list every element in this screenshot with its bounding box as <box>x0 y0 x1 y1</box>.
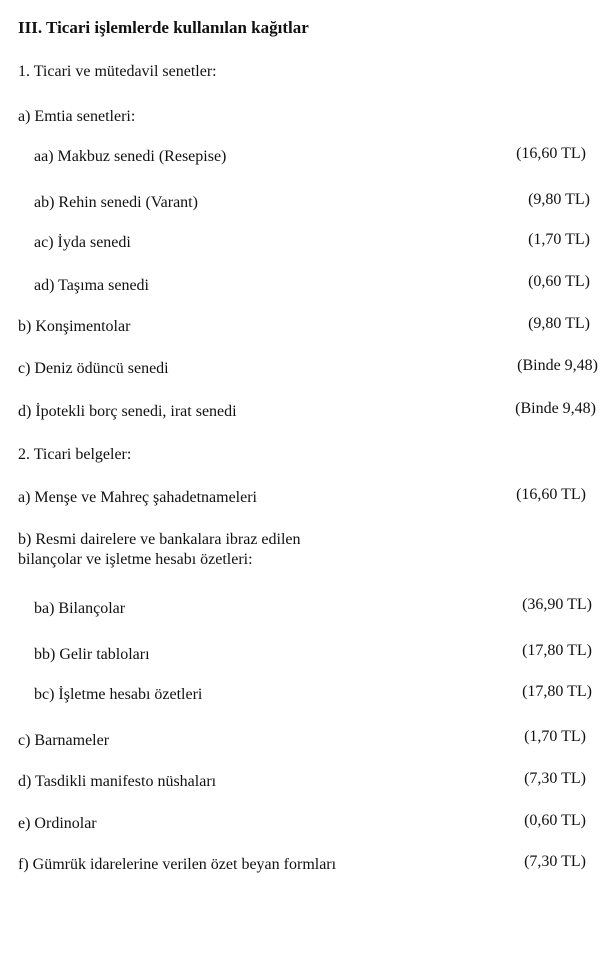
part2-heading: 2. Ticari belgeler: <box>18 446 132 463</box>
part2-e-amount: (0,60 TL) <box>524 812 586 829</box>
part1-a-heading: a) Emtia senetleri: <box>18 108 136 125</box>
part2-f-label: f) Gümrük idarelerine verilen özet beyan formları <box>18 856 337 873</box>
part2-a-amount: (16,60 TL) <box>516 486 586 503</box>
part1-ad-amount: (0,60 TL) <box>528 273 590 290</box>
part1-heading: 1. Ticari ve mütedavil senetler: <box>18 63 217 80</box>
part2-d-amount: (7,30 TL) <box>524 770 586 787</box>
part1-b-amount: (9,80 TL) <box>528 315 590 332</box>
part2-ba-label: ba) Bilançolar <box>34 600 126 617</box>
part2-f-amount: (7,30 TL) <box>524 853 586 870</box>
part2-a-label: a) Menşe ve Mahreç şahadetnameleri <box>18 489 257 506</box>
part1-aa-label: aa) Makbuz senedi (Resepise) <box>34 148 227 165</box>
part2-bb-amount: (17,80 TL) <box>522 642 592 659</box>
part1-ab-label: ab) Rehin senedi (Varant) <box>34 194 198 211</box>
part2-bc-amount: (17,80 TL) <box>522 683 592 700</box>
part1-d-amount: (Binde 9,48) <box>515 400 596 417</box>
section-title: III. Ticari işlemlerde kullanılan kağıtlar <box>18 18 309 37</box>
part1-c-label: c) Deniz ödüncü senedi <box>18 360 169 377</box>
part1-ac-label: ac) İyda senedi <box>34 234 131 251</box>
part1-ac-amount: (1,70 TL) <box>528 231 590 248</box>
part2-bc-label: bc) İşletme hesabı özetleri <box>34 686 203 703</box>
part2-c-label: c) Barnameler <box>18 732 110 749</box>
part1-ab-amount: (9,80 TL) <box>528 191 590 208</box>
part2-bb-label: bb) Gelir tabloları <box>34 646 150 663</box>
part2-e-label: e) Ordinolar <box>18 815 97 832</box>
part1-b-label: b) Konşimentolar <box>18 318 131 335</box>
part1-aa-amount: (16,60 TL) <box>516 145 586 162</box>
part1-ad-label: ad) Taşıma senedi <box>34 277 149 294</box>
part2-d-label: d) Tasdikli manifesto nüshaları <box>18 773 217 790</box>
part2-b-line2: bilançolar ve işletme hesabı özetleri: <box>18 551 253 568</box>
part2-ba-amount: (36,90 TL) <box>522 596 592 613</box>
part1-c-amount: (Binde 9,48) <box>517 357 598 374</box>
part1-d-label: d) İpotekli borç senedi, irat senedi <box>18 403 237 420</box>
part2-c-amount: (1,70 TL) <box>524 728 586 745</box>
part2-b-line1: b) Resmi dairelere ve bankalara ibraz edilen <box>18 531 301 548</box>
